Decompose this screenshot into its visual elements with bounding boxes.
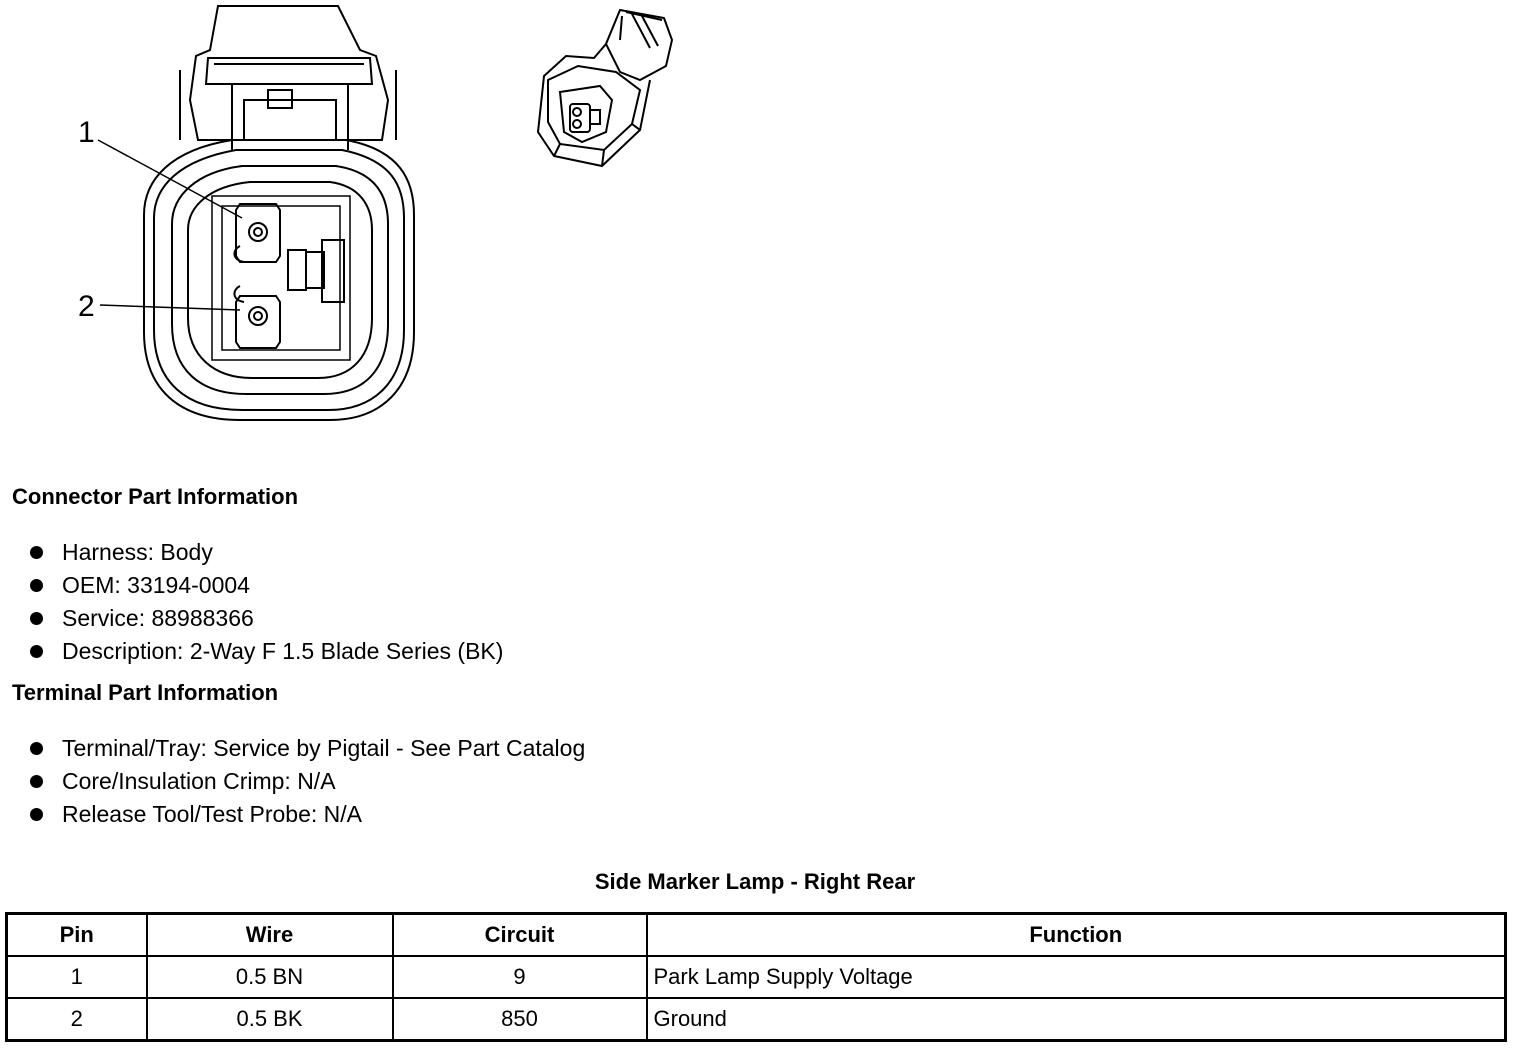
connector-face-view-icon — [144, 6, 414, 420]
list-item — [28, 765, 585, 798]
list-item — [28, 798, 585, 831]
circuit-cell: 9 — [393, 956, 647, 998]
bullet-icon — [30, 579, 43, 592]
table-title: Side Marker Lamp - Right Rear — [594, 869, 916, 894]
list-item-text: Description: 2-Way F 1.5 Blade Series (BK) — [62, 638, 504, 664]
list-item — [28, 569, 503, 602]
table-row — [7, 956, 1506, 998]
pinout-table — [5, 912, 1507, 1042]
list-item-text: OEM: 33194-0004 — [62, 572, 250, 598]
pin-callout-leaders — [98, 140, 242, 310]
bullet-icon — [30, 645, 43, 658]
list-item-text: Terminal/Tray: Service by Pigtail - See Part Catalog — [62, 735, 586, 761]
column-header-function: Function — [647, 914, 1506, 957]
connector-part-info-list — [28, 536, 503, 668]
bullet-icon — [30, 612, 43, 625]
list-item — [28, 536, 503, 569]
circuit-cell: 850 — [393, 998, 647, 1041]
connector-part-info-heading: Connector Part Information — [12, 484, 299, 509]
list-item — [28, 635, 503, 668]
list-item — [28, 732, 585, 765]
function-cell: Ground — [647, 998, 1506, 1041]
bullet-icon — [30, 742, 43, 755]
bullet-icon — [30, 808, 43, 821]
column-header-pin: Pin — [7, 914, 147, 957]
list-item — [28, 602, 503, 635]
pin-cell: 1 — [7, 956, 147, 998]
table-header-row — [7, 914, 1506, 957]
list-item-text: Service: 88988366 — [62, 605, 254, 631]
terminal-part-info-heading: Terminal Part Information — [12, 680, 279, 705]
table-row — [7, 998, 1506, 1041]
wire-cell: 0.5 BN — [147, 956, 393, 998]
column-header-circuit: Circuit — [393, 914, 647, 957]
wire-cell: 0.5 BK — [147, 998, 393, 1041]
column-header-wire: Wire — [147, 914, 393, 957]
pin-2-callout: 2 — [78, 290, 95, 323]
function-cell: Park Lamp Supply Voltage — [647, 956, 1506, 998]
pin-1-callout: 1 — [78, 116, 95, 149]
connector-drawing — [0, 0, 700, 440]
pin-cell: 2 — [7, 998, 147, 1041]
list-item-text: Harness: Body — [62, 539, 213, 565]
bullet-icon — [30, 546, 43, 559]
list-item-text: Core/Insulation Crimp: N/A — [62, 768, 336, 794]
list-item-text: Release Tool/Test Probe: N/A — [62, 801, 363, 827]
connector-perspective-icon — [538, 10, 672, 166]
terminal-part-info-list — [28, 732, 585, 831]
bullet-icon — [30, 775, 43, 788]
